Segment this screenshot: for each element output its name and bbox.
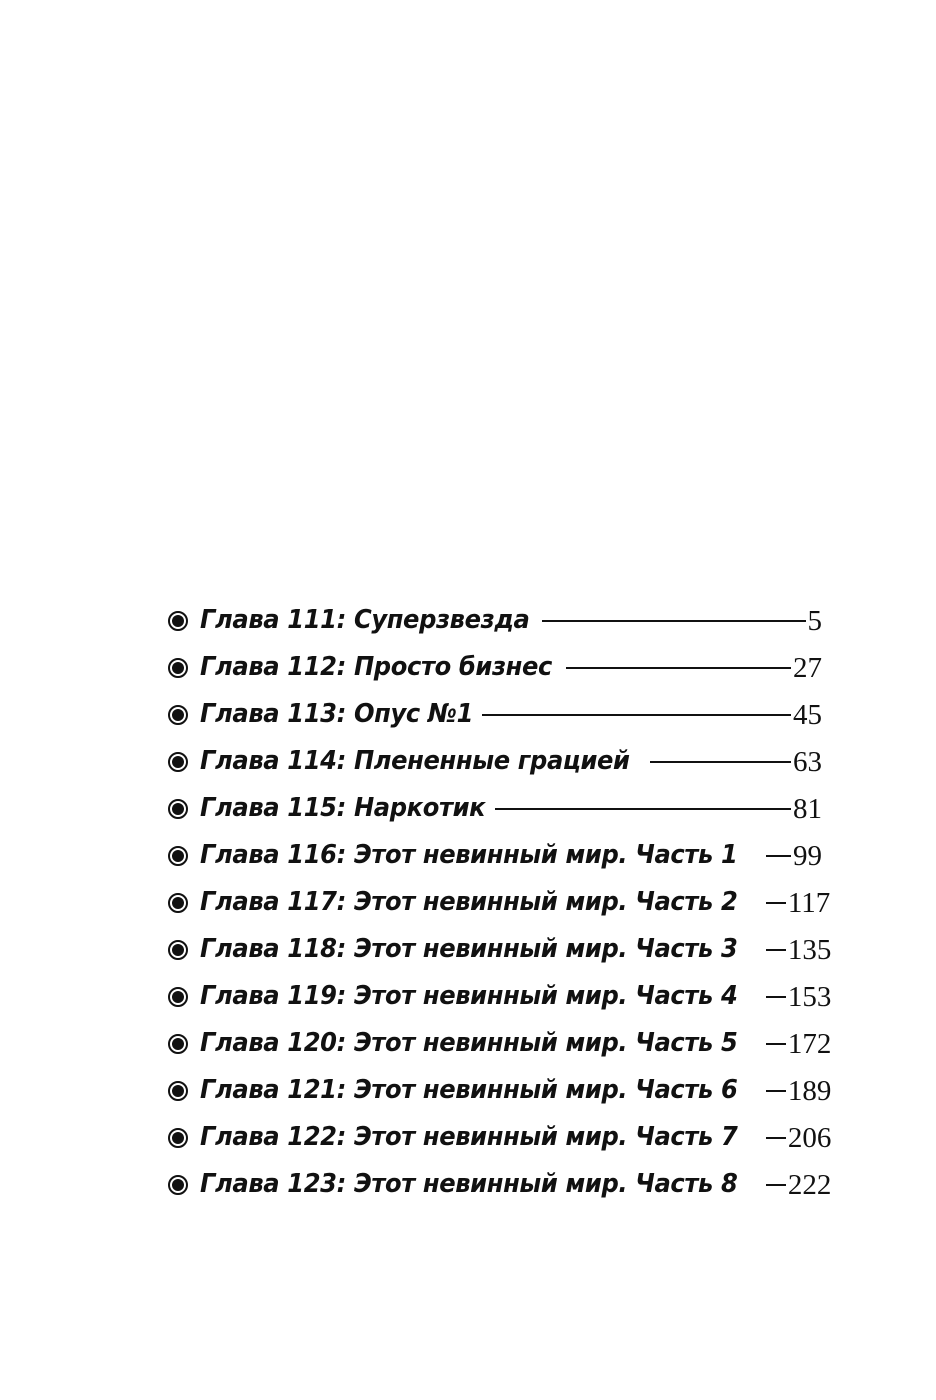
toc-entry bbox=[168, 972, 832, 1019]
leader-line bbox=[766, 996, 786, 998]
chapter-title: Глава 123: Этот невинный мир. Часть 8 bbox=[200, 1168, 738, 1199]
circled-dot-icon bbox=[168, 705, 188, 725]
chapter-title: Глава 118: Этот невинный мир. Часть 3 bbox=[200, 933, 738, 964]
chapter-title: Глава 114: Плененные грацией bbox=[200, 745, 630, 776]
table-of-contents bbox=[168, 596, 832, 1207]
chapter-title: Глава 111: Суперзвезда bbox=[200, 604, 530, 635]
page-number: 135 bbox=[787, 934, 832, 966]
chapter-title: Глава 120: Этот невинный мир. Часть 5 bbox=[200, 1027, 738, 1058]
toc-entry bbox=[168, 1160, 832, 1207]
page-number: 99 bbox=[793, 840, 822, 872]
toc-entry bbox=[168, 925, 832, 972]
circled-dot-icon bbox=[168, 940, 188, 960]
circled-dot-icon bbox=[168, 611, 188, 631]
toc-entry bbox=[168, 643, 822, 690]
leader-line bbox=[482, 714, 791, 716]
circled-dot-icon bbox=[168, 846, 188, 866]
toc-entry bbox=[168, 737, 822, 784]
toc-entry bbox=[168, 878, 831, 925]
circled-dot-icon bbox=[168, 987, 188, 1007]
circled-dot-icon bbox=[168, 1175, 188, 1195]
toc-entry bbox=[168, 1066, 832, 1113]
toc-entry bbox=[168, 784, 822, 831]
chapter-title: Глава 117: Этот невинный мир. Часть 2 bbox=[200, 886, 738, 917]
leader-line bbox=[566, 667, 791, 669]
page-number: 81 bbox=[793, 793, 822, 825]
chapter-title: Глава 113: Опус №1 bbox=[200, 698, 474, 729]
leader-line bbox=[766, 949, 786, 951]
chapter-title: Глава 115: Наркотик bbox=[200, 792, 486, 823]
leader-line bbox=[542, 620, 805, 622]
page-number: 206 bbox=[787, 1122, 832, 1154]
circled-dot-icon bbox=[168, 658, 188, 678]
leader-line bbox=[766, 902, 786, 904]
circled-dot-icon bbox=[168, 1128, 188, 1148]
leader-line bbox=[766, 1137, 786, 1139]
page-number: 117 bbox=[787, 887, 831, 919]
toc-entry bbox=[168, 596, 822, 643]
toc-entry bbox=[168, 1019, 832, 1066]
page-number: 222 bbox=[787, 1169, 832, 1201]
circled-dot-icon bbox=[168, 752, 188, 772]
leader-line bbox=[766, 855, 791, 857]
circled-dot-icon bbox=[168, 1034, 188, 1054]
circled-dot-icon bbox=[168, 893, 188, 913]
leader-line bbox=[650, 761, 791, 763]
toc-entry bbox=[168, 690, 822, 737]
chapter-title: Глава 119: Этот невинный мир. Часть 4 bbox=[200, 980, 738, 1011]
chapter-title: Глава 122: Этот невинный мир. Часть 7 bbox=[200, 1121, 738, 1152]
chapter-title: Глава 112: Просто бизнес bbox=[200, 651, 552, 682]
page-number: 45 bbox=[793, 699, 822, 731]
leader-line bbox=[495, 808, 791, 810]
page-number: 5 bbox=[807, 605, 822, 637]
leader-line bbox=[766, 1090, 786, 1092]
page-number: 189 bbox=[787, 1075, 832, 1107]
chapter-title: Глава 116: Этот невинный мир. Часть 1 bbox=[200, 839, 738, 870]
page-number: 153 bbox=[787, 981, 832, 1013]
page-number: 63 bbox=[793, 746, 822, 778]
toc-entry bbox=[168, 1113, 832, 1160]
leader-line bbox=[766, 1184, 786, 1186]
chapter-title: Глава 121: Этот невинный мир. Часть 6 bbox=[200, 1074, 738, 1105]
circled-dot-icon bbox=[168, 799, 188, 819]
toc-entry bbox=[168, 831, 822, 878]
circled-dot-icon bbox=[168, 1081, 188, 1101]
leader-line bbox=[766, 1043, 786, 1045]
page-number: 27 bbox=[793, 652, 822, 684]
page-number: 172 bbox=[787, 1028, 832, 1060]
